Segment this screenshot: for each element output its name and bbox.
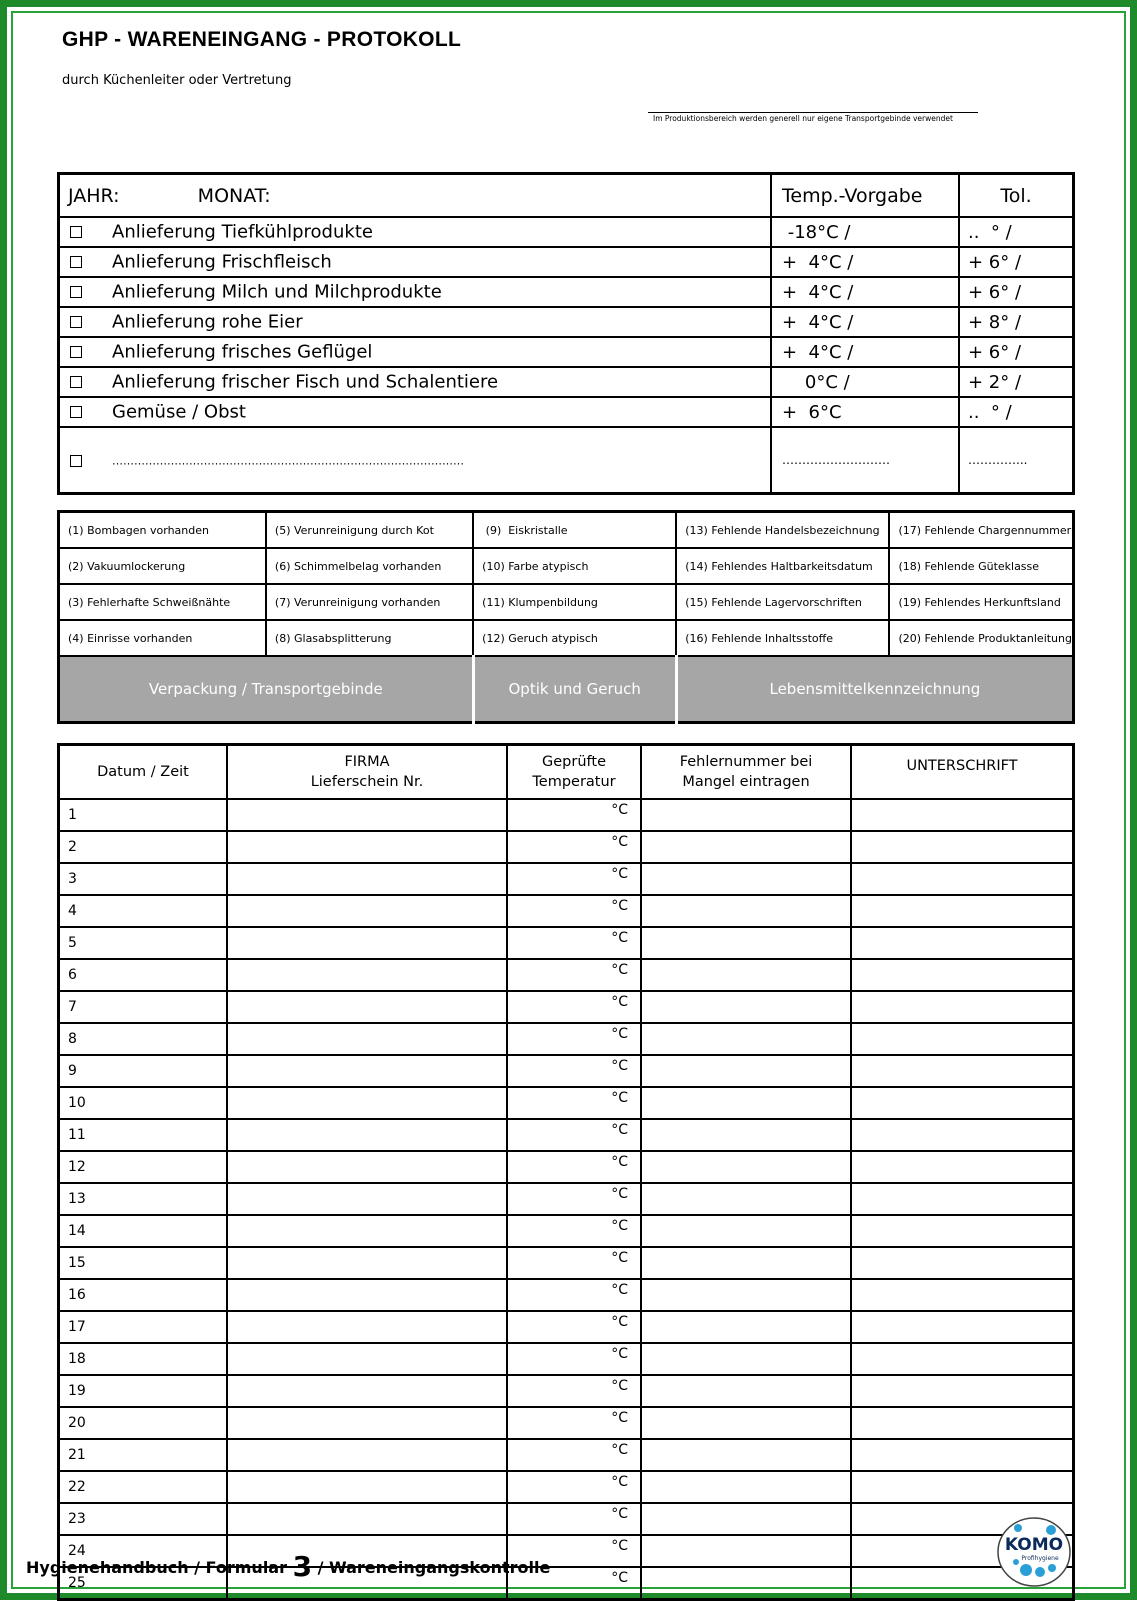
temp-vorgabe-cell: + 4°C / xyxy=(771,277,959,307)
log-row xyxy=(59,1247,1074,1279)
temperature-input[interactable]: °C xyxy=(507,1503,641,1535)
product-row xyxy=(59,217,1074,247)
row-number: 21 xyxy=(59,1439,228,1471)
unterschrift-input[interactable] xyxy=(851,959,1074,991)
unterschrift-input[interactable] xyxy=(851,1279,1074,1311)
row-number: 14 xyxy=(59,1215,228,1247)
category-verpackung: Verpackung / Transportgebinde xyxy=(59,656,474,723)
row-number: 22 xyxy=(59,1471,228,1503)
row-number: 6 xyxy=(59,959,228,991)
defect-code: (12) Geruch atypisch xyxy=(473,620,676,656)
checkbox[interactable] xyxy=(70,455,82,467)
temperature-input[interactable]: °C xyxy=(507,1151,641,1183)
unterschrift-input[interactable] xyxy=(851,1471,1074,1503)
log-row xyxy=(59,1023,1074,1055)
temp-vorgabe-cell: + 4°C / xyxy=(771,307,959,337)
temperature-input[interactable]: °C xyxy=(507,1055,641,1087)
temperature-input[interactable]: °C xyxy=(507,1343,641,1375)
checkbox[interactable] xyxy=(70,376,82,388)
row-number: 7 xyxy=(59,991,228,1023)
defect-code: (14) Fehlendes Haltbarkeitsdatum xyxy=(676,548,889,584)
tolerance-cell: + 2° / xyxy=(959,367,1074,397)
product-row xyxy=(59,427,1074,494)
fehlernummer-input[interactable] xyxy=(641,1247,851,1279)
firma-input[interactable] xyxy=(227,1119,507,1151)
temperature-input[interactable]: °C xyxy=(507,1567,641,1600)
temperature-input[interactable]: °C xyxy=(507,1375,641,1407)
defect-row xyxy=(59,512,1074,549)
row-number: 8 xyxy=(59,1023,228,1055)
product-row xyxy=(59,247,1074,277)
firma-input[interactable] xyxy=(227,1055,507,1087)
firma-input[interactable] xyxy=(227,895,507,927)
firma-input[interactable] xyxy=(227,1375,507,1407)
fehlernummer-input[interactable] xyxy=(641,1119,851,1151)
firma-input[interactable] xyxy=(227,1439,507,1471)
unterschrift-input[interactable] xyxy=(851,1023,1074,1055)
log-row xyxy=(59,1215,1074,1247)
category-kennzeichnung: Lebensmittelkennzeichnung xyxy=(676,656,1073,723)
note-line xyxy=(648,112,978,113)
tolerance-cell: .. ° / xyxy=(959,217,1074,247)
log-row xyxy=(59,1343,1074,1375)
temperature-input[interactable]: °C xyxy=(507,1023,641,1055)
product-row xyxy=(59,397,1074,427)
row-number: 16 xyxy=(59,1279,228,1311)
unterschrift-input[interactable] xyxy=(851,1407,1074,1439)
temperature-input[interactable]: °C xyxy=(507,831,641,863)
unterschrift-input[interactable] xyxy=(851,1375,1074,1407)
defect-code: (1) Bombagen vorhanden xyxy=(59,512,266,549)
temperature-input[interactable]: °C xyxy=(507,1247,641,1279)
temperature-input[interactable]: °C xyxy=(507,1439,641,1471)
checkbox[interactable] xyxy=(70,406,82,418)
fehlernummer-input[interactable] xyxy=(641,831,851,863)
log-row xyxy=(59,799,1074,831)
row-number: 17 xyxy=(59,1311,228,1343)
row-number: 9 xyxy=(59,1055,228,1087)
log-header-row xyxy=(59,745,1074,800)
fehlernummer-input[interactable] xyxy=(641,1215,851,1247)
temperature-input[interactable]: °C xyxy=(507,863,641,895)
log-row xyxy=(59,959,1074,991)
product-label: Gemüse / Obst xyxy=(112,401,246,423)
firma-input[interactable] xyxy=(227,1503,507,1535)
defect-code: (13) Fehlende Handelsbezeichnung xyxy=(676,512,889,549)
firma-input[interactable] xyxy=(227,1023,507,1055)
komo-logo xyxy=(996,1516,1072,1588)
defect-code: (3) Fehlerhafte Schweißnähte xyxy=(59,584,266,620)
log-row xyxy=(59,895,1074,927)
temperature-input[interactable]: °C xyxy=(507,1119,641,1151)
log-row xyxy=(59,1151,1074,1183)
fehlernummer-input[interactable] xyxy=(641,1343,851,1375)
fehlernummer-input[interactable] xyxy=(641,1087,851,1119)
product-label: …………………………………………………………………………………… xyxy=(112,454,464,467)
fehlernummer-input[interactable] xyxy=(641,959,851,991)
log-row xyxy=(59,1183,1074,1215)
tolerance-cell: + 6° / xyxy=(959,277,1074,307)
fehlernummer-input[interactable] xyxy=(641,1375,851,1407)
unterschrift-input[interactable] xyxy=(851,1343,1074,1375)
defect-code: (18) Fehlende Güteklasse xyxy=(889,548,1073,584)
product-row xyxy=(59,367,1074,397)
row-number: 23 xyxy=(59,1503,228,1535)
log-row xyxy=(59,1503,1074,1535)
temperature-input[interactable]: °C xyxy=(507,991,641,1023)
row-number: 18 xyxy=(59,1343,228,1375)
fehlernummer-header: Fehlernummer bei Mangel eintragen xyxy=(641,745,851,800)
checkbox[interactable] xyxy=(70,316,82,328)
firma-input[interactable] xyxy=(227,1183,507,1215)
row-number: 2 xyxy=(59,831,228,863)
page-subtitle: durch Küchenleiter oder Vertretung xyxy=(62,73,292,88)
defect-categories-row xyxy=(59,656,1074,723)
fehlernummer-input[interactable] xyxy=(641,1183,851,1215)
unterschrift-input[interactable] xyxy=(851,1055,1074,1087)
temperature-input[interactable]: °C xyxy=(507,895,641,927)
fehlernummer-input[interactable] xyxy=(641,863,851,895)
product-label: Anlieferung Frischfleisch xyxy=(112,251,332,273)
temperature-input[interactable]: °C xyxy=(507,1535,641,1567)
defect-code: (6) Schimmelbelag vorhanden xyxy=(266,548,473,584)
footer-label: Hygienehandbuch / Formular 3 / Wareneingangskontrolle xyxy=(26,1550,551,1583)
log-row xyxy=(59,991,1074,1023)
tolerance-cell: .. ° / xyxy=(959,397,1074,427)
form-number: 3 xyxy=(292,1550,313,1583)
defect-row xyxy=(59,584,1074,620)
temp-vorgabe-cell: ……………………… xyxy=(771,427,959,494)
row-number: 10 xyxy=(59,1087,228,1119)
log-row xyxy=(59,1375,1074,1407)
checkbox[interactable] xyxy=(70,226,82,238)
fehlernummer-input[interactable] xyxy=(641,1279,851,1311)
product-label: Anlieferung Tiefkühlprodukte xyxy=(112,221,373,243)
log-row xyxy=(59,1279,1074,1311)
defect-code: (8) Glasabsplitterung xyxy=(266,620,473,656)
unterschrift-input[interactable] xyxy=(851,1247,1074,1279)
unterschrift-input[interactable] xyxy=(851,1151,1074,1183)
category-optik: Optik und Geruch xyxy=(473,656,676,723)
product-row xyxy=(59,307,1074,337)
temperature-input[interactable]: °C xyxy=(507,1407,641,1439)
monat-label: MONAT: xyxy=(197,184,271,207)
unterschrift-input[interactable] xyxy=(851,1119,1074,1151)
defect-code: (16) Fehlende Inhaltsstoffe xyxy=(676,620,889,656)
row-number: 3 xyxy=(59,863,228,895)
jahr-label: JAHR: xyxy=(68,184,120,207)
defect-code: (11) Klumpenbildung xyxy=(473,584,676,620)
fehlernummer-input[interactable] xyxy=(641,1311,851,1343)
fehlernummer-input[interactable] xyxy=(641,1535,851,1567)
svg-text:Profihygiene: Profihygiene xyxy=(1021,1555,1059,1562)
checkbox[interactable] xyxy=(70,256,82,268)
defect-code: (7) Verunreinigung vorhanden xyxy=(266,584,473,620)
product-row xyxy=(59,277,1074,307)
row-number: 15 xyxy=(59,1247,228,1279)
defect-code: (9) Eiskristalle xyxy=(473,512,676,549)
row-number: 25 xyxy=(59,1567,228,1600)
defect-code: (5) Verunreinigung durch Kot xyxy=(266,512,473,549)
firma-input[interactable] xyxy=(227,1343,507,1375)
firma-input[interactable] xyxy=(227,1311,507,1343)
temperature-input[interactable]: °C xyxy=(507,959,641,991)
temperature-table xyxy=(57,172,1075,495)
defect-code: (10) Farbe atypisch xyxy=(473,548,676,584)
product-label: Anlieferung frischer Fisch und Schalentiere xyxy=(112,371,499,393)
temp-vorgabe-cell: + 4°C / xyxy=(771,247,959,277)
row-number: 20 xyxy=(59,1407,228,1439)
unterschrift-input[interactable] xyxy=(851,831,1074,863)
row-number: 1 xyxy=(59,799,228,831)
svg-text:KOMO: KOMO xyxy=(1004,1535,1064,1555)
unterschrift-input[interactable] xyxy=(851,1215,1074,1247)
log-row xyxy=(59,863,1074,895)
unterschrift-input[interactable] xyxy=(851,799,1074,831)
firma-input[interactable] xyxy=(227,1215,507,1247)
log-row xyxy=(59,1055,1074,1087)
temp-vorgabe-header: Temp.-Vorgabe xyxy=(771,174,959,218)
unterschrift-input[interactable] xyxy=(851,1311,1074,1343)
defect-code: (15) Fehlende Lagervorschriften xyxy=(676,584,889,620)
fehlernummer-input[interactable] xyxy=(641,1503,851,1535)
tolerance-cell: …………... xyxy=(959,427,1074,494)
unterschrift-input[interactable] xyxy=(851,1183,1074,1215)
temperature-input[interactable]: °C xyxy=(507,799,641,831)
unterschrift-input[interactable] xyxy=(851,863,1074,895)
log-row xyxy=(59,1087,1074,1119)
defect-row xyxy=(59,548,1074,584)
temp-vorgabe-cell: + 4°C / xyxy=(771,337,959,367)
temperature-input[interactable]: °C xyxy=(507,927,641,959)
temperature-input[interactable]: °C xyxy=(507,1279,641,1311)
tolerance-cell: + 8° / xyxy=(959,307,1074,337)
tolerance-cell: + 6° / xyxy=(959,337,1074,367)
unterschrift-input[interactable] xyxy=(851,1439,1074,1471)
defect-code: (2) Vakuumlockerung xyxy=(59,548,266,584)
fehlernummer-input[interactable] xyxy=(641,1151,851,1183)
tol-header: Tol. xyxy=(959,174,1074,218)
temperature-table-header xyxy=(59,174,1074,218)
firma-input[interactable] xyxy=(227,799,507,831)
unterschrift-input[interactable] xyxy=(851,927,1074,959)
defect-code: (17) Fehlende Chargennummer xyxy=(889,512,1073,549)
firma-input[interactable] xyxy=(227,1471,507,1503)
defect-code: (19) Fehlendes Herkunftsland xyxy=(889,584,1073,620)
firma-input[interactable] xyxy=(227,1247,507,1279)
fehlernummer-input[interactable] xyxy=(641,1407,851,1439)
firma-input[interactable] xyxy=(227,959,507,991)
log-row xyxy=(59,1119,1074,1151)
row-number: 12 xyxy=(59,1151,228,1183)
log-row xyxy=(59,831,1074,863)
defect-code: (20) Fehlende Produktanleitung xyxy=(889,620,1073,656)
temp-vorgabe-cell: + 6°C xyxy=(771,397,959,427)
fehlernummer-input[interactable] xyxy=(641,895,851,927)
temperature-input[interactable]: °C xyxy=(507,1183,641,1215)
temperature-input[interactable]: °C xyxy=(507,1311,641,1343)
tolerance-cell: + 6° / xyxy=(959,247,1074,277)
unterschrift-input[interactable] xyxy=(851,1087,1074,1119)
fehlernummer-input[interactable] xyxy=(641,799,851,831)
firma-input[interactable] xyxy=(227,831,507,863)
product-label: Anlieferung rohe Eier xyxy=(112,311,303,333)
row-number: 13 xyxy=(59,1183,228,1215)
row-number: 19 xyxy=(59,1375,228,1407)
temp-vorgabe-cell: 0°C / xyxy=(771,367,959,397)
firma-input[interactable] xyxy=(227,1407,507,1439)
firma-input[interactable] xyxy=(227,991,507,1023)
checkbox[interactable] xyxy=(70,286,82,298)
delivery-log-table xyxy=(57,743,1075,1601)
firma-input[interactable] xyxy=(227,1151,507,1183)
temperature-input[interactable]: °C xyxy=(507,1087,641,1119)
firma-input[interactable] xyxy=(227,1279,507,1311)
product-label: Anlieferung frisches Geflügel xyxy=(112,341,373,363)
datum-header: Datum / Zeit xyxy=(59,745,228,800)
row-number: 5 xyxy=(59,927,228,959)
temp-vorgabe-cell: -18°C / xyxy=(771,217,959,247)
temperature-input[interactable]: °C xyxy=(507,1471,641,1503)
temperatur-header: Geprüfte Temperatur xyxy=(507,745,641,800)
transport-note: Im Produktionsbereich werden generell nur eigene Transportgebinde verwendet xyxy=(653,114,953,123)
row-number: 24 xyxy=(59,1535,228,1567)
fehlernummer-input[interactable] xyxy=(641,1055,851,1087)
temperature-input[interactable]: °C xyxy=(507,1215,641,1247)
row-number: 11 xyxy=(59,1119,228,1151)
firma-input[interactable] xyxy=(227,927,507,959)
firma-input[interactable] xyxy=(227,863,507,895)
fehlernummer-input[interactable] xyxy=(641,1439,851,1471)
product-label: Anlieferung Milch und Milchprodukte xyxy=(112,281,442,303)
unterschrift-input[interactable] xyxy=(851,991,1074,1023)
defect-row xyxy=(59,620,1074,656)
fehlernummer-input[interactable] xyxy=(641,1471,851,1503)
fehlernummer-input[interactable] xyxy=(641,927,851,959)
page-title: GHP - WARENEINGANG - PROTOKOLL xyxy=(62,28,462,51)
unterschrift-header: UNTERSCHRIFT xyxy=(851,745,1074,800)
log-row xyxy=(59,1439,1074,1471)
fehlernummer-input[interactable] xyxy=(641,991,851,1023)
defect-code: (4) Einrisse vorhanden xyxy=(59,620,266,656)
checkbox[interactable] xyxy=(70,346,82,358)
log-row xyxy=(59,1471,1074,1503)
product-row xyxy=(59,337,1074,367)
log-row xyxy=(59,1407,1074,1439)
log-row xyxy=(59,927,1074,959)
row-number: 4 xyxy=(59,895,228,927)
firma-header: FIRMA Lieferschein Nr. xyxy=(227,745,507,800)
firma-input[interactable] xyxy=(227,1087,507,1119)
fehlernummer-input[interactable] xyxy=(641,1023,851,1055)
log-row xyxy=(59,1311,1074,1343)
defect-codes-table xyxy=(57,510,1075,724)
fehlernummer-input[interactable] xyxy=(641,1567,851,1600)
unterschrift-input[interactable] xyxy=(851,895,1074,927)
